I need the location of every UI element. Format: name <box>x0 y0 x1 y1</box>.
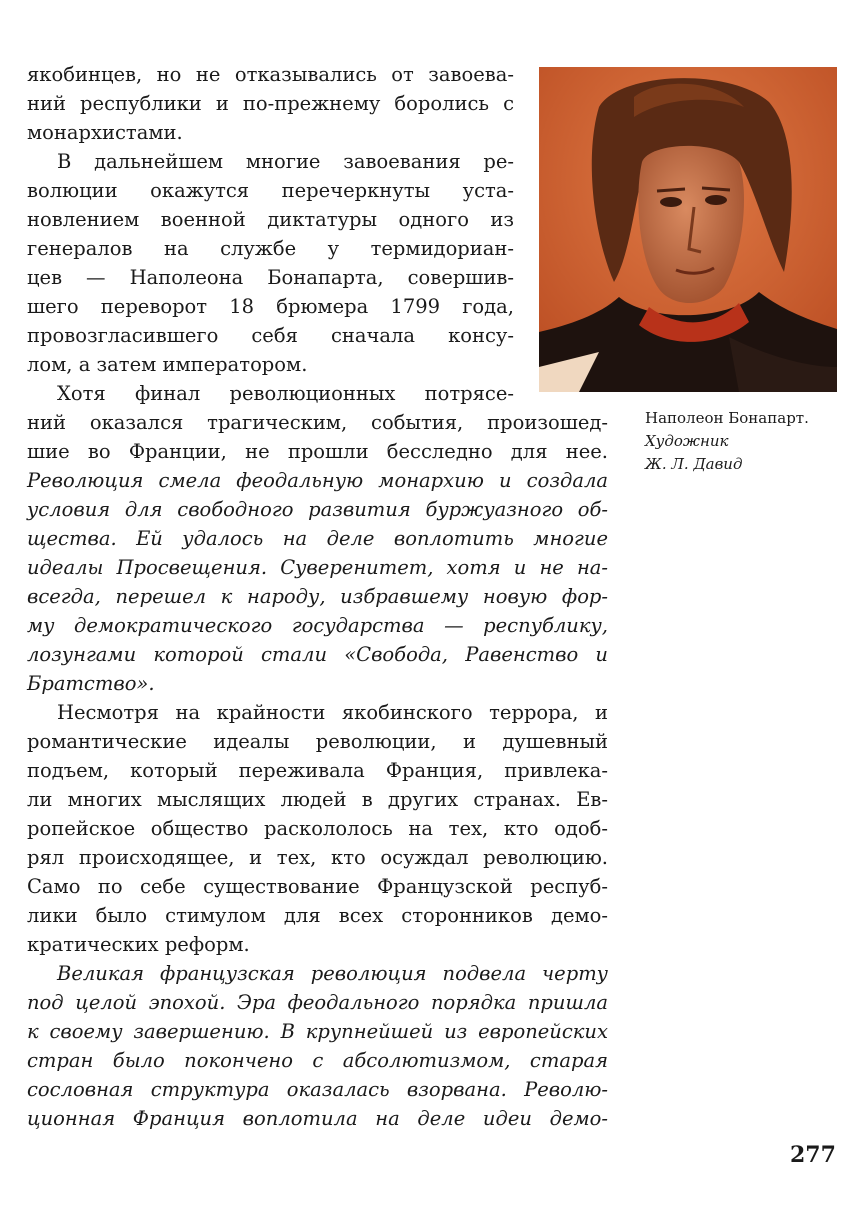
italic-text-line: Великая французская революция подвела черту <box>57 962 608 985</box>
portrait-caption <box>645 407 855 476</box>
caption-artist-name: Ж. Л. Давид <box>645 455 743 473</box>
text-line: шего переворот 18 брюмера 1799 года, <box>27 295 514 318</box>
italic-text-line: му демократического государства — республику, <box>27 614 608 637</box>
text-line: Само по себе существование Французской респуб- <box>27 875 608 898</box>
caption-title: Наполеон Бонапарт. <box>645 409 809 427</box>
text-line: ний оказался трагическим, события, произошед- <box>27 411 608 434</box>
text-line: новлением военной диктатуры одного из <box>27 208 514 231</box>
italic-text-line: условия для свободного развития буржуазного об- <box>27 498 608 521</box>
text-line: ний республики и по-прежнему боролись с <box>27 92 514 115</box>
text-line: якобинцев, но не отказывались от завоева- <box>27 63 514 86</box>
text-line: Хотя финал революционных потрясе- <box>57 382 514 405</box>
text-line: романтические идеалы революции, и душевный <box>27 730 608 753</box>
napoleon-portrait-image <box>539 67 837 392</box>
text-line: В дальнейшем многие завоевания ре- <box>57 150 514 173</box>
italic-text-line: стран было покончено с абсолютизмом, старая <box>27 1049 608 1072</box>
text-line: лом, а затем императором. <box>27 353 308 376</box>
italic-text-line: Революция смела феодальную монархию и создала <box>27 469 608 492</box>
text-line: кратических реформ. <box>27 933 250 956</box>
italic-text-line: Братство». <box>27 672 155 695</box>
text-line: подъем, который переживала Франция, привлека- <box>27 759 608 782</box>
italic-text-line: лозунгами которой стали «Свобода, Равенство и <box>27 643 608 666</box>
italic-text-line: ционная Франция воплотила на деле идеи демо- <box>27 1107 608 1130</box>
text-line: провозгласившего себя сначала консу- <box>27 324 514 347</box>
italic-text-line: сословная структура оказалась взорвана. Револю- <box>27 1078 608 1101</box>
italic-text-line: всегда, перешел к народу, избравшему новую фор- <box>27 585 608 608</box>
text-line: цев — Наполеона Бонапарта, совершив- <box>27 266 514 289</box>
caption-artist-label: Художник <box>645 432 729 450</box>
italic-text-line: к своему завершению. В крупнейшей из европейских <box>27 1020 608 1043</box>
italic-text-line: щества. Ей удалось на деле воплотить многие <box>27 527 608 550</box>
text-line: лики было стимулом для всех сторонников демо- <box>27 904 608 927</box>
text-line: волюции окажутся перечеркнуты уста- <box>27 179 514 202</box>
page-number: 277 <box>790 1142 836 1168</box>
text-line: шие во Франции, не прошли бесследно для нее. <box>27 440 608 463</box>
text-line: рял происходящее, и тех, кто осуждал революцию. <box>27 846 608 869</box>
text-line: ропейское общество раскололось на тех, кто одоб- <box>27 817 608 840</box>
text-line: монархистами. <box>27 121 183 144</box>
text-line: Несмотря на крайности якобинского террора, и <box>57 701 608 724</box>
italic-text-line: идеалы Просвещения. Суверенитет, хотя и не на- <box>27 556 608 579</box>
text-line: ли многих мыслящих людей в других странах. Ев- <box>27 788 608 811</box>
text-line: генералов на службе у термидориан- <box>27 237 514 260</box>
italic-text-line: под целой эпохой. Эра феодального порядка пришла <box>27 991 608 1014</box>
